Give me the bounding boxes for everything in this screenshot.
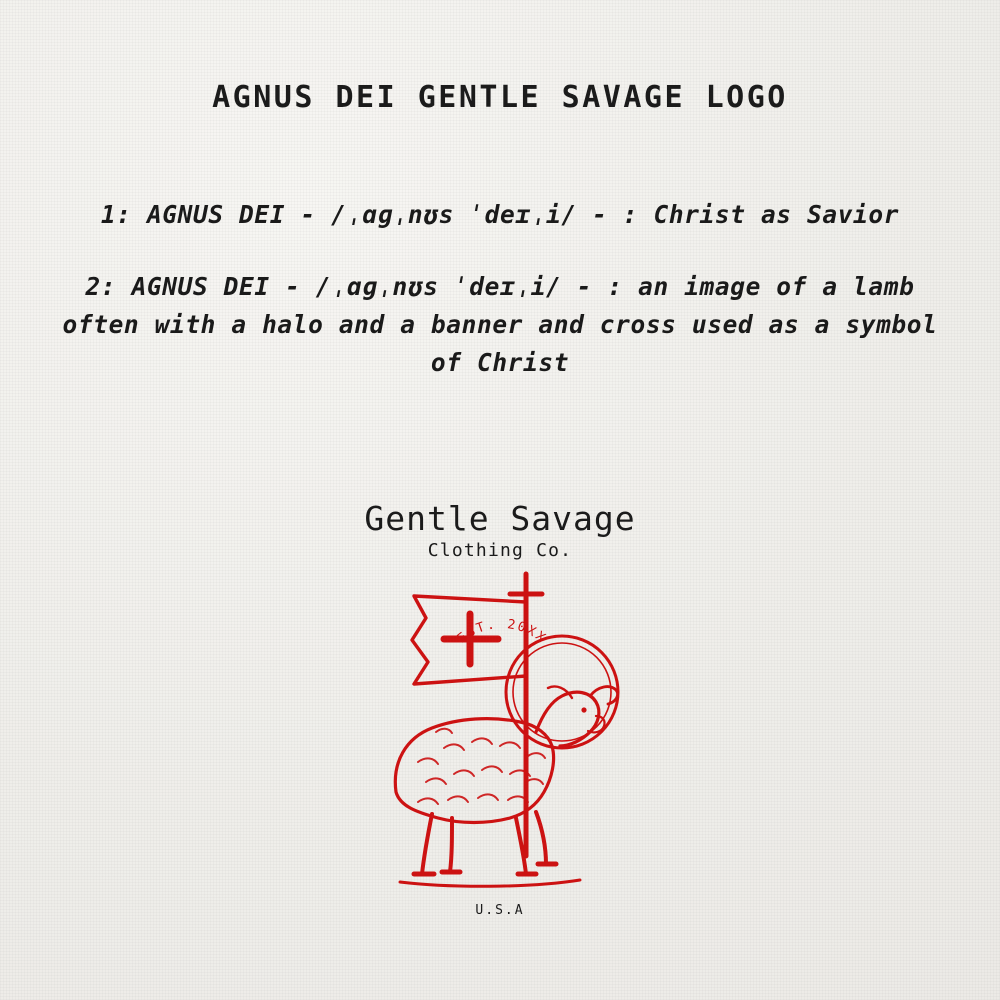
definition-list (55, 196, 945, 382)
definition-entry-1: 1: AGNUS DEI - /ˌɑɡˌnʊs ˈdeɪˌi/ - : Christ as Savior (100, 200, 900, 229)
brand-subtitle: Clothing Co. (427, 540, 573, 561)
agnus-dei-lamb-icon (340, 556, 660, 896)
country-label: U.S.A (475, 903, 525, 918)
halo-text: EST. 20XX (454, 617, 550, 647)
brand-lockup (0, 500, 1000, 561)
definition-entry-2: 2: AGNUS DEI - /ˌɑɡˌnʊs ˈdeɪˌi/ - : an image of a lamb often with a halo and a banner and cross used as a symbol of Christ (62, 272, 938, 377)
page-title: AGNUS DEI GENTLE SAVAGE LOGO (212, 80, 788, 115)
brand-name: Gentle Savage (364, 499, 636, 538)
